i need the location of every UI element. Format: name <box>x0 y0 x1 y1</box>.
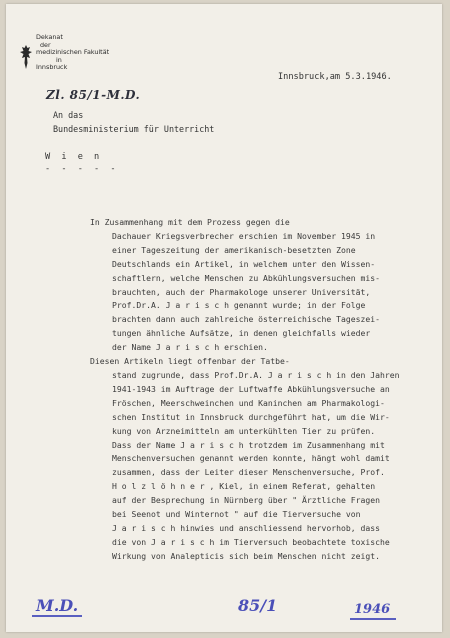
body-line: Diesen Artikeln liegt offenbar der Tatbe- <box>90 356 290 367</box>
pencil-underline <box>32 615 82 617</box>
letterhead-line: Innsbruck <box>36 63 68 72</box>
letter-body <box>12 216 432 564</box>
body-line: schen Institut in Innsbruck durchgeführt hat, um die Wir- <box>112 411 390 422</box>
body-line: tungen ähnliche Aufsätze, in denen gleichfalls wieder <box>112 328 371 339</box>
letterhead-line: der <box>40 40 51 49</box>
body-line: der Name J a r i s c h erschien. <box>112 342 268 353</box>
recipient-ministry: Bundesministerium für Unterricht <box>53 124 215 134</box>
letterhead-line: in <box>56 55 62 64</box>
body-line: Dachauer Kriegsverbrecher erschien im November 1945 in <box>112 230 376 241</box>
handwritten-initials: M.D. <box>36 596 79 615</box>
body-line: brachten dann auch zahlreiche österreichische Tageszei- <box>112 314 381 325</box>
pencil-underline <box>350 618 396 620</box>
document-page <box>6 4 442 632</box>
body-line: Wirkung von Analepticis sich beim Menschen nicht zeigt. <box>112 550 381 561</box>
body-line: stand zugrunde, dass Prof.Dr.A. J a r i s c h in den Jahren <box>112 369 400 380</box>
handwritten-file-number: 85/1 <box>238 596 278 615</box>
letterhead <box>18 34 109 72</box>
body-line: auf der Besprechung in Nürnberg über " Ärztliche Fragen <box>112 495 381 506</box>
body-line: Deutschlands ein Artikel, in welchem unter den Wissen- <box>112 258 376 269</box>
recipient-city-underline: - - - - - <box>45 164 119 174</box>
body-line: einer Tageszeitung der amerikanisch-besetzten Zone <box>112 244 356 255</box>
recipient-line: An das <box>53 110 84 120</box>
body-line: zusammen, dass der Leiter dieser Menschenversuche, Prof. <box>112 467 385 478</box>
body-line: Prof.Dr.A. J a r i s c h genannt wurde; in der Folge <box>112 300 366 311</box>
body-line: 1941-1943 im Auftrage der Luftwaffe Abkühlungsversuche an <box>112 383 390 394</box>
body-line: Dass der Name J a r i s c h trotzdem im Zusammenhang mit <box>112 439 385 450</box>
letterhead-line: Dekanat <box>36 33 63 41</box>
body-line: Fröschen, Meerschweinchen und Kaninchen am Pharmakologi- <box>112 397 385 408</box>
body-line: schaftlern, welche Menschen zu Abkühlungsversuchen mis- <box>112 272 381 283</box>
body-line: die von J a r i s c h im Tierversuch beobachtete toxische <box>112 536 390 547</box>
letterhead-line: medizinischen Fakultät <box>36 48 110 57</box>
body-line: brauchten, auch der Pharmakologe unserer Universität, <box>112 286 371 297</box>
handwritten-year: 1946 <box>354 602 391 617</box>
recipient-city: W i e n <box>45 152 103 162</box>
handwritten-reference-number: Zl. 85/1-M.D. <box>46 88 141 102</box>
body-line: bei Seenot und Winternot " auf die Tierversuche von <box>112 509 361 520</box>
body-line: Menschenversuchen genannt werden konnte, hängt wohl damit <box>112 453 390 464</box>
body-line: kung von Arzneimitteln am unterkühlten Tier zu prüfen. <box>112 425 376 436</box>
body-line: J a r i s c h hinwies und anschliessend hervorhob, dass <box>112 522 381 533</box>
body-line: In Zusammenhang mit dem Prozess gegen die <box>90 217 290 227</box>
place-and-date: Innsbruck,am 5.3.1946. <box>278 72 392 82</box>
body-line: H o l z l ö h n e r , Kiel, in einem Referat, gehalten <box>112 481 376 492</box>
